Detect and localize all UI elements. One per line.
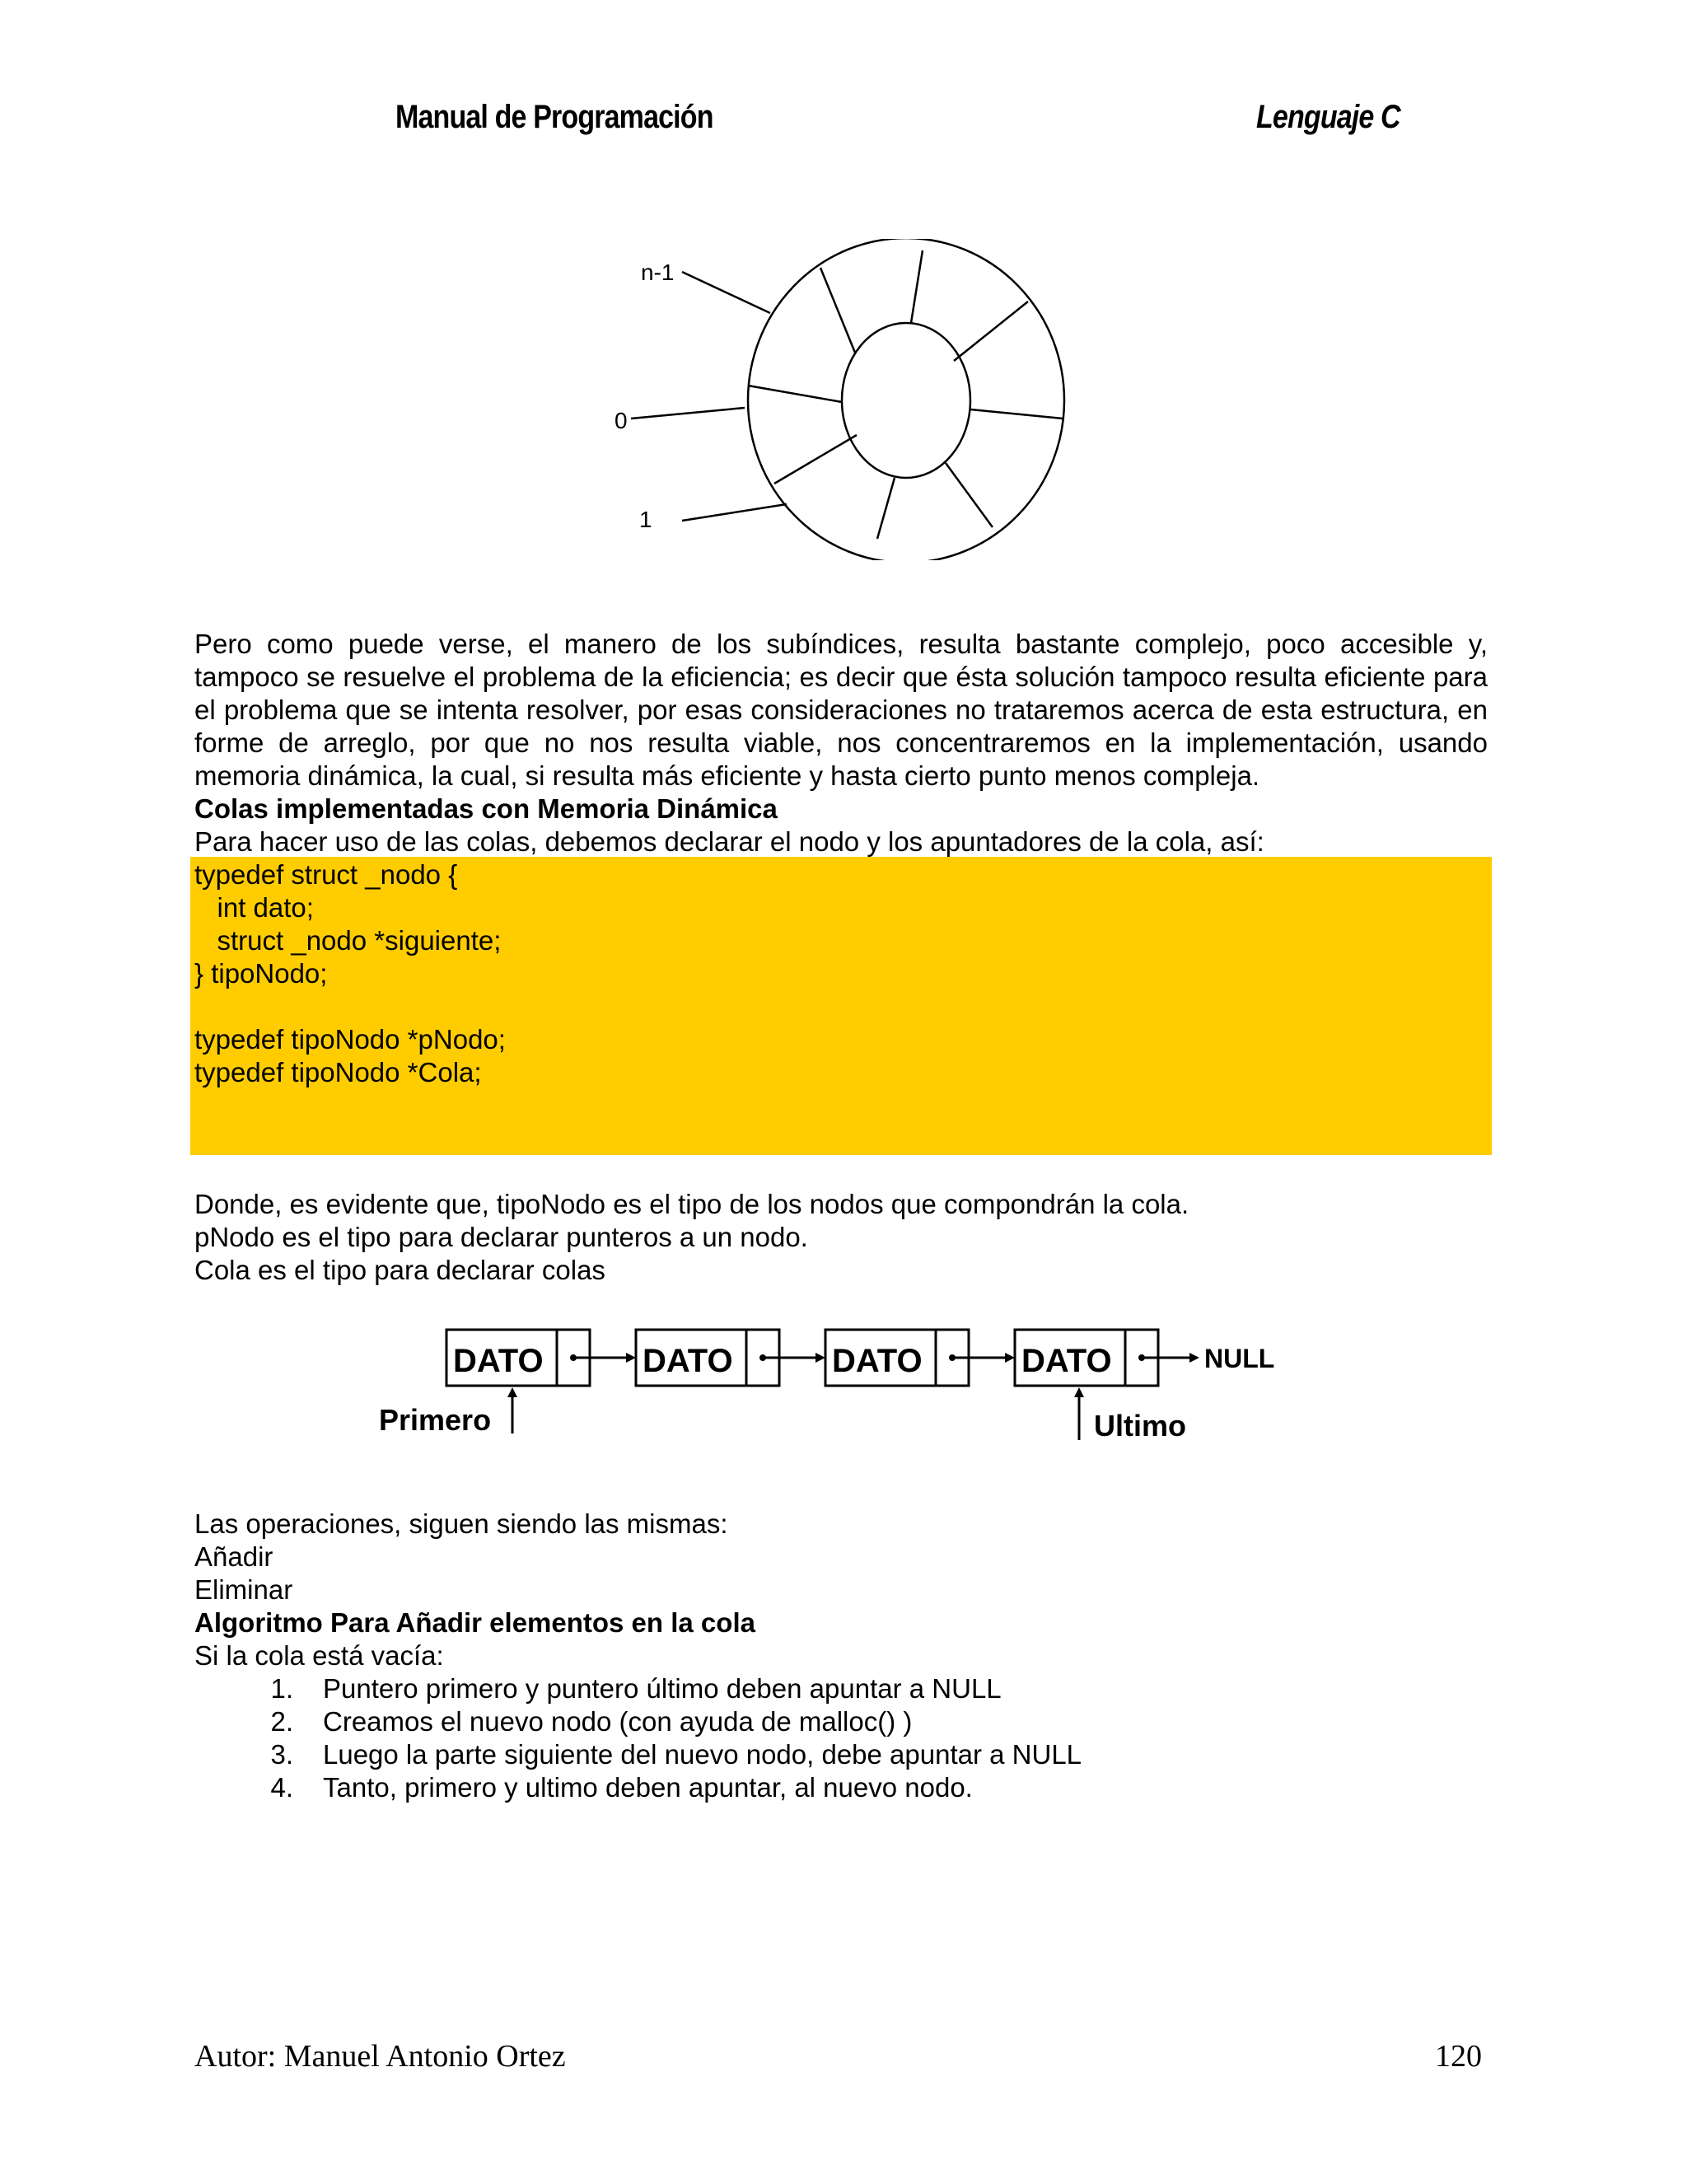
node-label: DATO — [1021, 1343, 1112, 1379]
empty-queue-text: Si la cola está vacía: — [194, 1640, 444, 1671]
steps-list — [194, 1672, 1488, 1804]
step-number: 4. — [270, 1772, 293, 1803]
code-line: } tipoNodo; — [194, 958, 328, 989]
inner-ring — [842, 323, 970, 478]
divider — [911, 250, 923, 323]
step-number: 3. — [270, 1739, 293, 1770]
pointer-1 — [682, 504, 787, 521]
outer-ring — [748, 239, 1064, 560]
step-number: 1. — [270, 1673, 293, 1704]
heading-add-algorithm: Algoritmo Para Añadir elementos en la cola — [194, 1607, 755, 1638]
step-text: Creamos el nuevo nodo (con ayuda de malloc() ) — [323, 1706, 913, 1737]
code-line: typedef tipoNodo *Cola; — [194, 1057, 482, 1087]
code-block — [190, 857, 1492, 1155]
code-line: typedef tipoNodo *pNodo; — [194, 1024, 506, 1055]
explanation — [194, 1188, 1488, 1287]
divider — [954, 302, 1028, 361]
explain-line: Donde, es evidente que, tipoNodo es el tipo de los nodos que compondrán la cola. — [194, 1189, 1189, 1219]
step-text: Puntero primero y puntero último deben apuntar a NULL — [323, 1673, 1002, 1704]
last-label: Ultimo — [1094, 1409, 1186, 1443]
step-text: Tanto, primero y ultimo deben apuntar, al nuevo nodo. — [323, 1772, 973, 1803]
node-label: DATO — [643, 1343, 733, 1379]
pointer-n1 — [682, 272, 770, 313]
label-1: 1 — [639, 507, 652, 532]
ops-line: Las operaciones, siguen siendo las mismas: — [194, 1508, 728, 1539]
divider — [970, 409, 1063, 419]
explain-line: pNodo es el tipo para declarar punteros a un nodo. — [194, 1222, 808, 1252]
circular-queue-diagram — [577, 239, 1087, 560]
node-label: DATO — [453, 1343, 544, 1379]
ops-line: Eliminar — [194, 1574, 293, 1605]
list-item — [194, 1705, 1488, 1738]
divider — [774, 435, 857, 484]
operations — [194, 1508, 1488, 1672]
node-label: DATO — [832, 1343, 923, 1379]
linked-list-diagram — [371, 1318, 1301, 1450]
divider — [877, 478, 895, 539]
step-text: Luego la parte siguiente del nuevo nodo, debe apuntar a NULL — [323, 1739, 1082, 1770]
step-number: 2. — [270, 1706, 293, 1737]
divider — [748, 386, 842, 402]
code-line: struct _nodo *siguiente; — [194, 925, 502, 956]
ops-line: Añadir — [194, 1541, 273, 1572]
header-subtitle: Lenguaje C — [1256, 99, 1400, 135]
list-item — [194, 1738, 1488, 1771]
header-title: Manual de Programación — [395, 99, 713, 135]
code-line: int dato; — [194, 892, 314, 923]
footer-author: Autor: Manuel Antonio Ortez — [194, 2039, 566, 2074]
divider — [946, 463, 993, 527]
divider — [820, 268, 855, 353]
pointer-0 — [631, 408, 745, 419]
page-number: 120 — [1435, 2039, 1482, 2074]
label-0: 0 — [615, 408, 628, 433]
list-item — [194, 1672, 1488, 1705]
first-label: Primero — [379, 1403, 492, 1437]
intro-code-text: Para hacer uso de las colas, debemos declarar el nodo y los apuntadores de la cola, así: — [194, 826, 1264, 857]
paragraph-arrays: Pero como puede verse, el manero de los subíndices, resulta bastante complejo, poco accesible y, tampoco se resuelve el problema de la eficiencia; es decir que ésta solución tampoco resulta eficiente para el problema que se intenta resolver, por esas consideraciones no trataremos acerca de esta estructura, en forme de arreglo, por que no nos resulta viable, nos concentraremos en la implementación, usando memoria dinámica, la cual, si resulta más eficiente y hasta cierto punto menos compleja. — [194, 629, 1488, 791]
code-line — [194, 990, 1492, 1023]
list-item — [194, 1771, 1488, 1804]
code-line: typedef struct _nodo { — [194, 859, 458, 890]
null-label: NULL — [1204, 1344, 1275, 1373]
explain-line: Cola es el tipo para declarar colas — [194, 1255, 605, 1285]
label-n-1: n-1 — [641, 260, 675, 285]
heading-dynamic-memory: Colas implementadas con Memoria Dinámica — [194, 793, 778, 824]
